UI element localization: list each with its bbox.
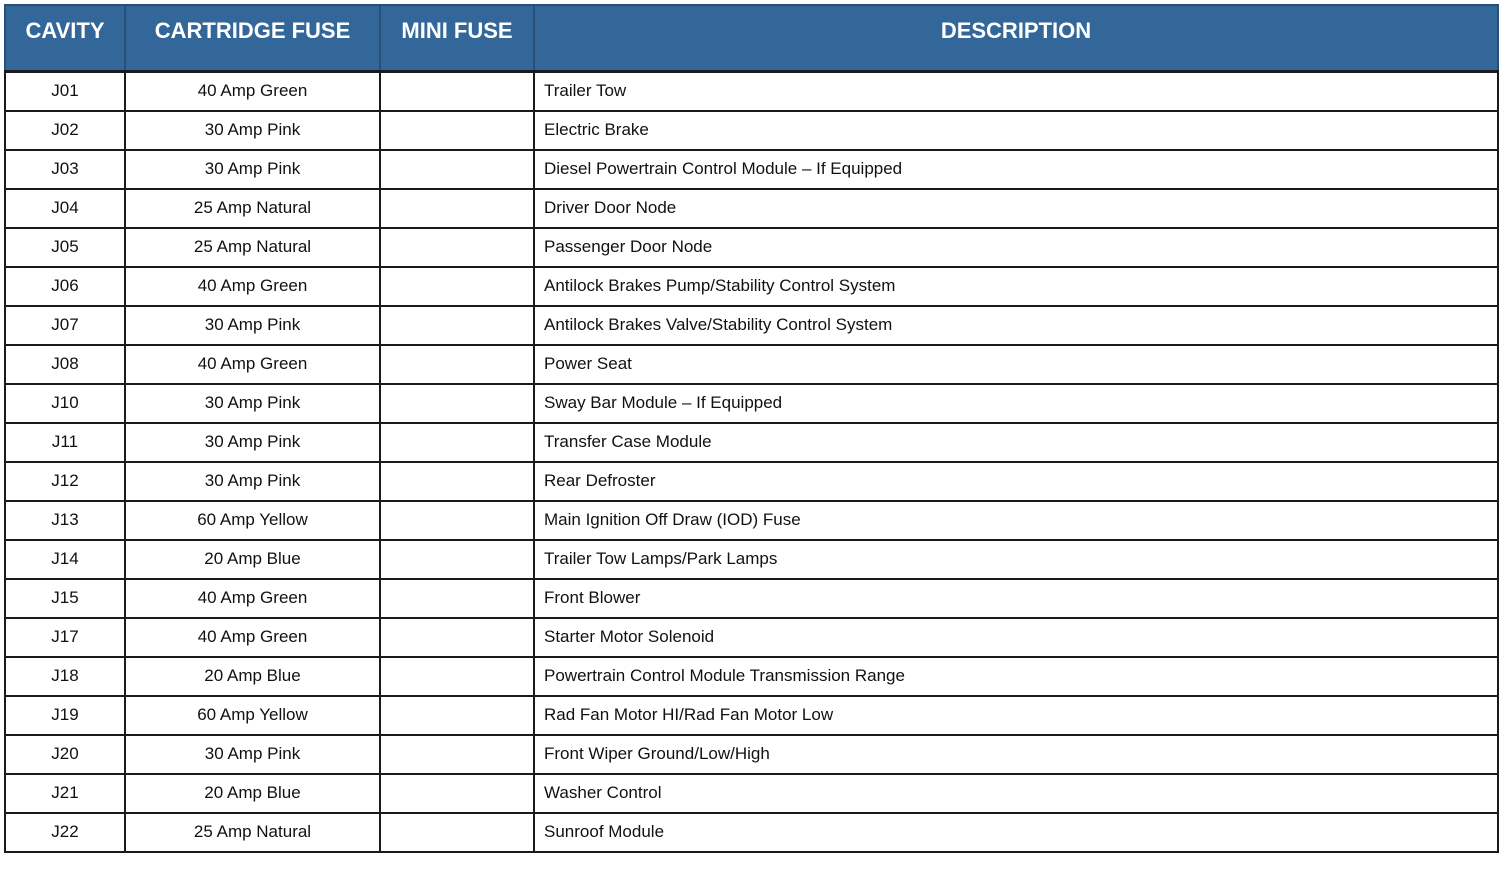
cavity-cell: J21 xyxy=(5,774,125,813)
table-row xyxy=(5,71,1498,111)
table-row xyxy=(5,150,1498,189)
description-cell: Rear Defroster xyxy=(534,462,1498,501)
table-row xyxy=(5,696,1498,735)
description-cell: Passenger Door Node xyxy=(534,228,1498,267)
mini-fuse-cell xyxy=(380,189,534,228)
cartridge-fuse-cell: 40 Amp Green xyxy=(125,618,380,657)
cavity-cell: J11 xyxy=(5,423,125,462)
header-mini-fuse: MINI FUSE xyxy=(380,5,534,71)
cartridge-fuse-cell: 20 Amp Blue xyxy=(125,540,380,579)
header-description: DESCRIPTION xyxy=(534,5,1498,71)
table-row xyxy=(5,579,1498,618)
cavity-cell: J10 xyxy=(5,384,125,423)
table-row xyxy=(5,189,1498,228)
cavity-cell: J13 xyxy=(5,501,125,540)
cartridge-fuse-cell: 60 Amp Yellow xyxy=(125,501,380,540)
mini-fuse-cell xyxy=(380,111,534,150)
table-body xyxy=(5,71,1498,852)
cartridge-fuse-cell: 30 Amp Pink xyxy=(125,462,380,501)
cavity-cell: J19 xyxy=(5,696,125,735)
cavity-cell: J14 xyxy=(5,540,125,579)
description-cell: Front Wiper Ground/Low/High xyxy=(534,735,1498,774)
description-cell: Diesel Powertrain Control Module – If Equipped xyxy=(534,150,1498,189)
cartridge-fuse-cell: 40 Amp Green xyxy=(125,345,380,384)
cartridge-fuse-cell: 25 Amp Natural xyxy=(125,228,380,267)
cavity-cell: J01 xyxy=(5,71,125,111)
mini-fuse-cell xyxy=(380,501,534,540)
cartridge-fuse-cell: 30 Amp Pink xyxy=(125,306,380,345)
description-cell: Trailer Tow xyxy=(534,71,1498,111)
cartridge-fuse-cell: 40 Amp Green xyxy=(125,267,380,306)
cavity-cell: J20 xyxy=(5,735,125,774)
description-cell: Sunroof Module xyxy=(534,813,1498,852)
description-cell: Trailer Tow Lamps/Park Lamps xyxy=(534,540,1498,579)
cavity-cell: J08 xyxy=(5,345,125,384)
description-cell: Electric Brake xyxy=(534,111,1498,150)
mini-fuse-cell xyxy=(380,71,534,111)
cavity-cell: J03 xyxy=(5,150,125,189)
mini-fuse-cell xyxy=(380,540,534,579)
mini-fuse-cell xyxy=(380,813,534,852)
cavity-cell: J04 xyxy=(5,189,125,228)
cartridge-fuse-cell: 40 Amp Green xyxy=(125,579,380,618)
mini-fuse-cell xyxy=(380,579,534,618)
cartridge-fuse-cell: 60 Amp Yellow xyxy=(125,696,380,735)
cartridge-fuse-cell: 30 Amp Pink xyxy=(125,150,380,189)
mini-fuse-cell xyxy=(380,774,534,813)
cavity-cell: J18 xyxy=(5,657,125,696)
mini-fuse-cell xyxy=(380,657,534,696)
table-row xyxy=(5,657,1498,696)
cartridge-fuse-cell: 25 Amp Natural xyxy=(125,813,380,852)
cartridge-fuse-cell: 30 Amp Pink xyxy=(125,384,380,423)
table-row xyxy=(5,735,1498,774)
table-row xyxy=(5,462,1498,501)
mini-fuse-cell xyxy=(380,735,534,774)
description-cell: Powertrain Control Module Transmission Range xyxy=(534,657,1498,696)
cartridge-fuse-cell: 30 Amp Pink xyxy=(125,111,380,150)
description-cell: Sway Bar Module – If Equipped xyxy=(534,384,1498,423)
mini-fuse-cell xyxy=(380,228,534,267)
cavity-cell: J15 xyxy=(5,579,125,618)
mini-fuse-cell xyxy=(380,423,534,462)
description-cell: Starter Motor Solenoid xyxy=(534,618,1498,657)
cavity-cell: J06 xyxy=(5,267,125,306)
header-cavity: CAVITY xyxy=(5,5,125,71)
table-row xyxy=(5,423,1498,462)
cartridge-fuse-cell: 20 Amp Blue xyxy=(125,774,380,813)
description-cell: Driver Door Node xyxy=(534,189,1498,228)
mini-fuse-cell xyxy=(380,462,534,501)
fuse-table xyxy=(4,4,1499,853)
cavity-cell: J17 xyxy=(5,618,125,657)
header-row xyxy=(5,5,1498,71)
cavity-cell: J12 xyxy=(5,462,125,501)
description-cell: Transfer Case Module xyxy=(534,423,1498,462)
table-row xyxy=(5,228,1498,267)
cavity-cell: J02 xyxy=(5,111,125,150)
table-row xyxy=(5,111,1498,150)
table-header xyxy=(5,5,1498,71)
cartridge-fuse-cell: 25 Amp Natural xyxy=(125,189,380,228)
cartridge-fuse-cell: 30 Amp Pink xyxy=(125,735,380,774)
table-row xyxy=(5,618,1498,657)
table-row xyxy=(5,384,1498,423)
description-cell: Antilock Brakes Valve/Stability Control System xyxy=(534,306,1498,345)
description-cell: Washer Control xyxy=(534,774,1498,813)
table-row xyxy=(5,267,1498,306)
table-row xyxy=(5,774,1498,813)
description-cell: Rad Fan Motor HI/Rad Fan Motor Low xyxy=(534,696,1498,735)
table-row xyxy=(5,540,1498,579)
description-cell: Antilock Brakes Pump/Stability Control System xyxy=(534,267,1498,306)
mini-fuse-cell xyxy=(380,267,534,306)
table-row xyxy=(5,501,1498,540)
header-cartridge-fuse: CARTRIDGE FUSE xyxy=(125,5,380,71)
mini-fuse-cell xyxy=(380,345,534,384)
mini-fuse-cell xyxy=(380,384,534,423)
mini-fuse-cell xyxy=(380,150,534,189)
mini-fuse-cell xyxy=(380,618,534,657)
cartridge-fuse-cell: 30 Amp Pink xyxy=(125,423,380,462)
description-cell: Main Ignition Off Draw (IOD) Fuse xyxy=(534,501,1498,540)
cavity-cell: J07 xyxy=(5,306,125,345)
cavity-cell: J22 xyxy=(5,813,125,852)
table-row xyxy=(5,306,1498,345)
cavity-cell: J05 xyxy=(5,228,125,267)
description-cell: Front Blower xyxy=(534,579,1498,618)
description-cell: Power Seat xyxy=(534,345,1498,384)
mini-fuse-cell xyxy=(380,306,534,345)
mini-fuse-cell xyxy=(380,696,534,735)
table-row xyxy=(5,345,1498,384)
cartridge-fuse-cell: 40 Amp Green xyxy=(125,71,380,111)
cartridge-fuse-cell: 20 Amp Blue xyxy=(125,657,380,696)
table-row xyxy=(5,813,1498,852)
